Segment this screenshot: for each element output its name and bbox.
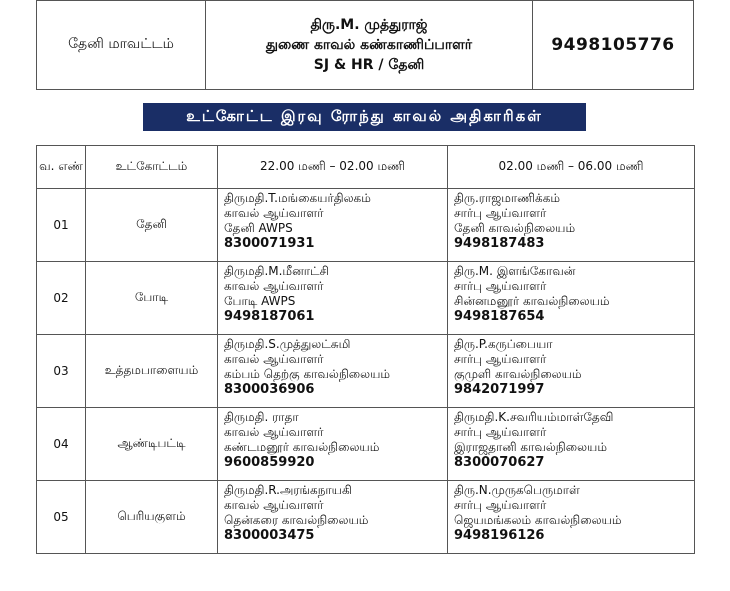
officer-station: கண்டமனூர் காவல்நிலையம்: [224, 440, 380, 454]
officer-phone: 9498105776: [533, 1, 694, 90]
officer-designation: துணை காவல் கண்காணிப்பாளர்: [265, 37, 473, 53]
row-subdivision: தேனி: [86, 189, 218, 262]
officer-phone: 9498196126: [454, 528, 545, 543]
officer-name: திரு.M. முத்துராஜ்: [310, 17, 428, 33]
page-title-banner: உட்கோட்ட இரவு ரோந்து காவல் அதிகாரிகள்: [143, 103, 586, 131]
officer-phone: 9498187061: [224, 309, 315, 324]
officer-name: திருமதி.M.மீனாட்சி: [224, 264, 329, 278]
header-shift-1: 22.00 மணி – 02.00 மணி: [218, 146, 448, 189]
officer-rank: காவல் ஆய்வாளர்: [224, 279, 324, 293]
officer-rank: காவல் ஆய்வாளர்: [224, 206, 324, 220]
officer-phone: 9600859920: [224, 455, 315, 470]
officer-station: குமுளி காவல்நிலையம்: [454, 367, 582, 381]
shift-1-officer: [218, 481, 448, 554]
shift-1-officer: [218, 335, 448, 408]
officer-name: திருமதி.S.முத்துலட்சுமி: [224, 337, 351, 351]
officer-header-table: [36, 0, 694, 90]
officer-phone: 8300070627: [454, 455, 545, 470]
officer-station: தேனி காவல்நிலையம்: [454, 221, 576, 235]
officer-rank: சார்பு ஆய்வாளர்: [454, 206, 547, 220]
officer-rank: காவல் ஆய்வாளர்: [224, 498, 324, 512]
header-sno: வ. எண்: [37, 146, 86, 189]
row-subdivision: ஆண்டிபட்டி: [86, 408, 218, 481]
officer-name: திரு.ராஜமாணிக்கம்: [454, 191, 561, 205]
row-sno: 01: [37, 189, 86, 262]
row-subdivision: பெரியகுளம்: [86, 481, 218, 554]
officer-phone: 9498187483: [454, 236, 545, 251]
row-sno: 04: [37, 408, 86, 481]
table-row: [37, 189, 695, 262]
officer-name: திருமதி.R.அரங்கநாயகி: [224, 483, 352, 497]
table-row: [37, 481, 695, 554]
officer-phone: 9842071997: [454, 382, 545, 397]
officer-name: திரு.N.முருகபெருமாள்: [454, 483, 580, 497]
header-subdivision: உட்கோட்டம்: [86, 146, 218, 189]
shift-2-officer: [448, 335, 695, 408]
officer-rank: சார்பு ஆய்வாளர்: [454, 279, 547, 293]
table-row: [37, 408, 695, 481]
shift-2-officer: [448, 262, 695, 335]
officer-station: இராஜதானி காவல்நிலையம்: [454, 440, 607, 454]
officer-station: ஜெயமங்கலம் காவல்நிலையம்: [454, 513, 622, 527]
row-sno: 02: [37, 262, 86, 335]
officer-rank: காவல் ஆய்வாளர்: [224, 352, 324, 366]
officer-info: [206, 1, 533, 90]
officer-station: சின்னமனூர் காவல்நிலையம்: [454, 294, 610, 308]
officer-name: திரு.P.கருப்பையா: [454, 337, 553, 351]
officer-phone: 8300036906: [224, 382, 315, 397]
officer-rank: சார்பு ஆய்வாளர்: [454, 425, 547, 439]
table-row: [37, 335, 695, 408]
shift-2-officer: [448, 189, 695, 262]
officer-station: கம்பம் தெற்கு காவல்நிலையம்: [224, 367, 391, 381]
officer-station: தென்கரை காவல்நிலையம்: [224, 513, 369, 527]
shift-1-officer: [218, 262, 448, 335]
officer-name: திருமதி.T.மங்கையர்திலகம்: [224, 191, 371, 205]
shift-1-officer: [218, 408, 448, 481]
officer-rank: காவல் ஆய்வாளர்: [224, 425, 324, 439]
officer-station: போடி AWPS: [224, 294, 296, 308]
row-sno: 03: [37, 335, 86, 408]
officer-rank: சார்பு ஆய்வாளர்: [454, 498, 547, 512]
shift-2-officer: [448, 408, 695, 481]
officer-name: திருமதி.K.சவரியம்மாள்தேவி: [454, 410, 614, 424]
table-row: [37, 262, 695, 335]
row-sno: 05: [37, 481, 86, 554]
night-patrol-table: [36, 145, 695, 554]
officer-name: திருமதி. ராதா: [224, 410, 299, 424]
shift-2-officer: [448, 481, 695, 554]
officer-phone: 9498187654: [454, 309, 545, 324]
row-subdivision: உத்தமபாளையம்: [86, 335, 218, 408]
officer-name: திரு.M. இளங்கோவன்: [454, 264, 576, 278]
row-subdivision: போடி: [86, 262, 218, 335]
officer-unit: SJ & HR / தேனி: [313, 57, 425, 73]
officer-phone: 8300003475: [224, 528, 315, 543]
officer-phone: 8300071931: [224, 236, 315, 251]
header-shift-2: 02.00 மணி – 06.00 மணி: [448, 146, 695, 189]
district-name: தேனி மாவட்டம்: [37, 1, 206, 90]
officer-rank: சார்பு ஆய்வாளர்: [454, 352, 547, 366]
shift-1-officer: [218, 189, 448, 262]
officer-station: தேனி AWPS: [224, 221, 293, 235]
